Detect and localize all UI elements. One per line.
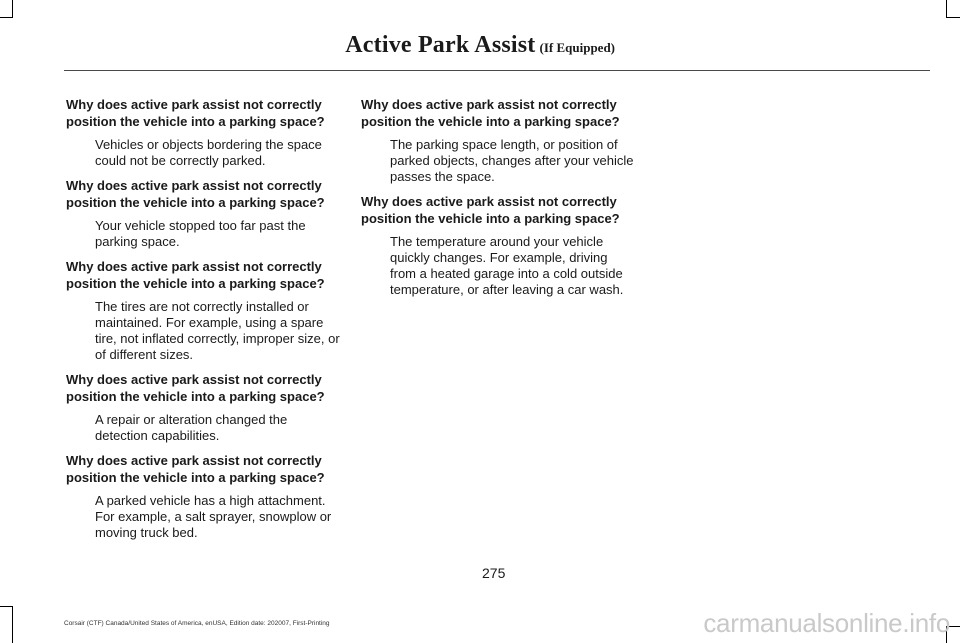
faq-question: Why does active park assist not correctly position the vehicle into a parking space? <box>66 453 325 485</box>
faq-answer: The temperature around your vehicle quickly changes. For example, driving from a heated garage into a cold outside temperature, or after leaving a car wash. <box>390 234 624 297</box>
faq-answer: Vehicles or objects bordering the space could not be correctly parked. <box>95 137 322 168</box>
crop-mark <box>0 17 13 18</box>
faq-question: Why does active park assist not correctly position the vehicle into a parking space? <box>66 178 325 210</box>
edition-footer: Corsair (CTF) Canada/United States of America, enUSA, Edition date: 202007, First-Printing <box>64 620 330 627</box>
faq-item <box>66 258 341 363</box>
faq-answer: The tires are not correctly installed or maintained. For example, using a spare tire, not inflated correctly, improper size, or of different sizes. <box>95 299 340 362</box>
faq-item <box>66 177 341 250</box>
faq-answer: The parking space length, or position of parked objects, changes after your vehicle passes the space. <box>390 137 634 184</box>
crop-mark <box>0 606 13 607</box>
faq-answer: Your vehicle stopped too far past the parking space. <box>95 218 306 249</box>
section-title: Active Park Assist <box>345 32 536 58</box>
section-title-suffix: (If Equipped) <box>539 40 615 55</box>
faq-question: Why does active park assist not correctly position the vehicle into a parking space? <box>66 97 325 129</box>
crop-mark <box>946 0 947 17</box>
faq-question: Why does active park assist not correctly position the vehicle into a parking space? <box>66 259 325 291</box>
page-number: 275 <box>482 565 506 581</box>
faq-item <box>66 96 341 169</box>
faq-item <box>66 452 341 541</box>
header-rule <box>64 70 930 71</box>
faq-question: Why does active park assist not correctly position the vehicle into a parking space? <box>66 372 325 404</box>
faq-item <box>361 193 636 298</box>
faq-answer: A repair or alteration changed the detection capabilities. <box>95 412 288 443</box>
crop-mark <box>12 0 13 17</box>
faq-item <box>66 371 341 444</box>
page-header <box>0 32 615 59</box>
faq-question: Why does active park assist not correctly position the vehicle into a parking space? <box>361 194 620 226</box>
faq-question: Why does active park assist not correctly position the vehicle into a parking space? <box>361 97 620 129</box>
right-column <box>361 96 636 306</box>
left-column <box>66 96 341 549</box>
crop-mark <box>946 17 960 18</box>
crop-mark <box>12 606 13 643</box>
watermark: carmanualsonline.info <box>703 608 950 638</box>
faq-answer: A parked vehicle has a high attachment. For example, a salt sprayer, snowplow or moving truck bed. <box>95 493 332 540</box>
faq-item <box>361 96 636 185</box>
